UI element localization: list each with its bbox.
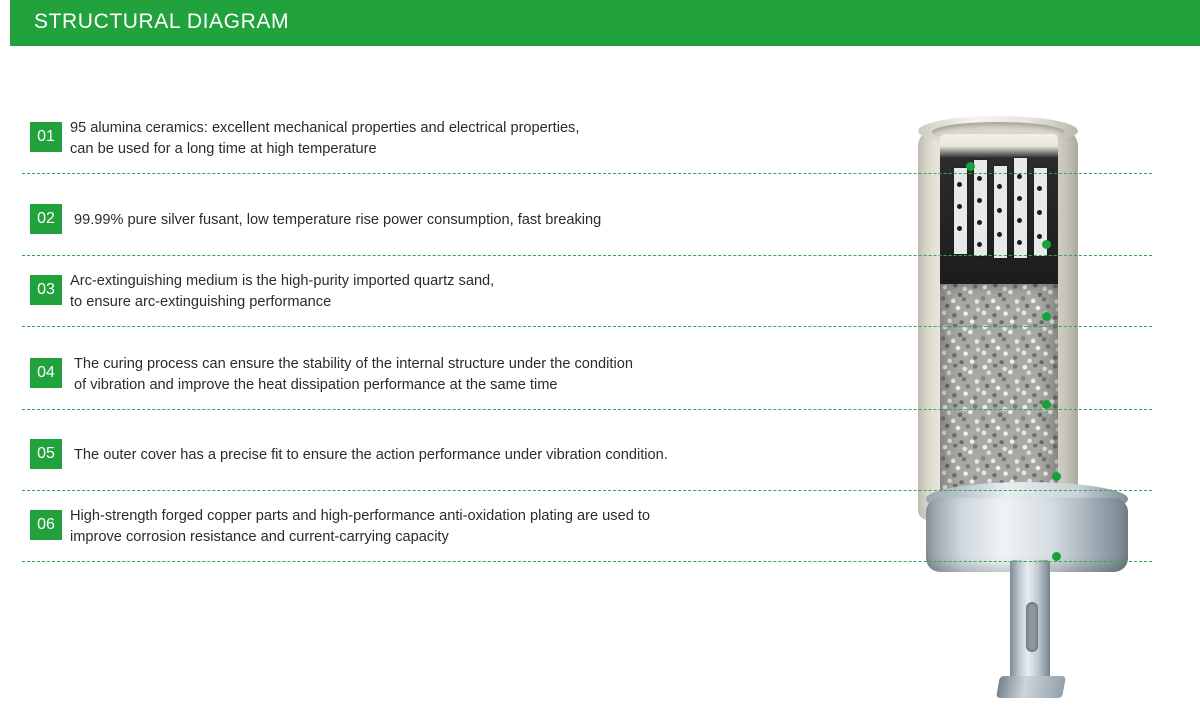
callout-text: The outer cover has a precise fit to ensure the action performance under vibration condition. [74,447,668,463]
callout-text-line2: can be used for a long time at high temperature [70,141,377,157]
page-title: STRUCTURAL DIAGRAM [34,10,290,33]
callout-number-badge: 03 [30,275,62,305]
callout-text-line2: improve corrosion resistance and current-carrying capacity [70,529,449,545]
callout-list [0,46,1200,728]
callout-divider [22,173,1152,174]
callout-number-badge: 01 [30,122,62,152]
callout-text-line2: to ensure arc-extinguishing performance [70,294,332,310]
callout-item-05 [22,423,1152,491]
callout-text [70,118,930,160]
callout-text-line1: Arc-extinguishing medium is the high-purity imported quartz sand, [70,273,495,289]
callout-item-02 [22,188,1152,256]
callout-divider [22,255,1152,256]
callout-text-line1: The curing process can ensure the stability of the internal structure under the condition [74,356,633,372]
callout-text-line1: 95 alumina ceramics: excellent mechanical properties and electrical properties, [70,120,580,136]
callout-divider [22,561,1152,562]
callout-item-06 [22,494,1152,562]
callout-number-badge: 06 [30,510,62,540]
callout-text-line2: of vibration and improve the heat dissipation performance at the same time [74,377,558,393]
header-accent-block [0,0,10,46]
callout-item-04 [22,342,1152,410]
callout-divider [22,409,1152,410]
callout-text-line1: High-strength forged copper parts and high-performance anti-oxidation plating are used to [70,508,651,524]
callout-item-01 [22,106,1152,174]
callout-item-03 [22,259,1152,327]
callout-text: 99.99% pure silver fusant, low temperature rise power consumption, fast breaking [74,212,602,228]
callout-number-badge: 05 [30,439,62,469]
callout-divider [22,326,1152,327]
callout-number-badge: 02 [30,204,62,234]
callout-text [74,354,934,396]
callout-text [70,506,930,548]
callout-text [70,271,930,313]
callout-number-badge: 04 [30,358,62,388]
callout-divider [22,490,1152,491]
header-bar [0,0,1200,46]
